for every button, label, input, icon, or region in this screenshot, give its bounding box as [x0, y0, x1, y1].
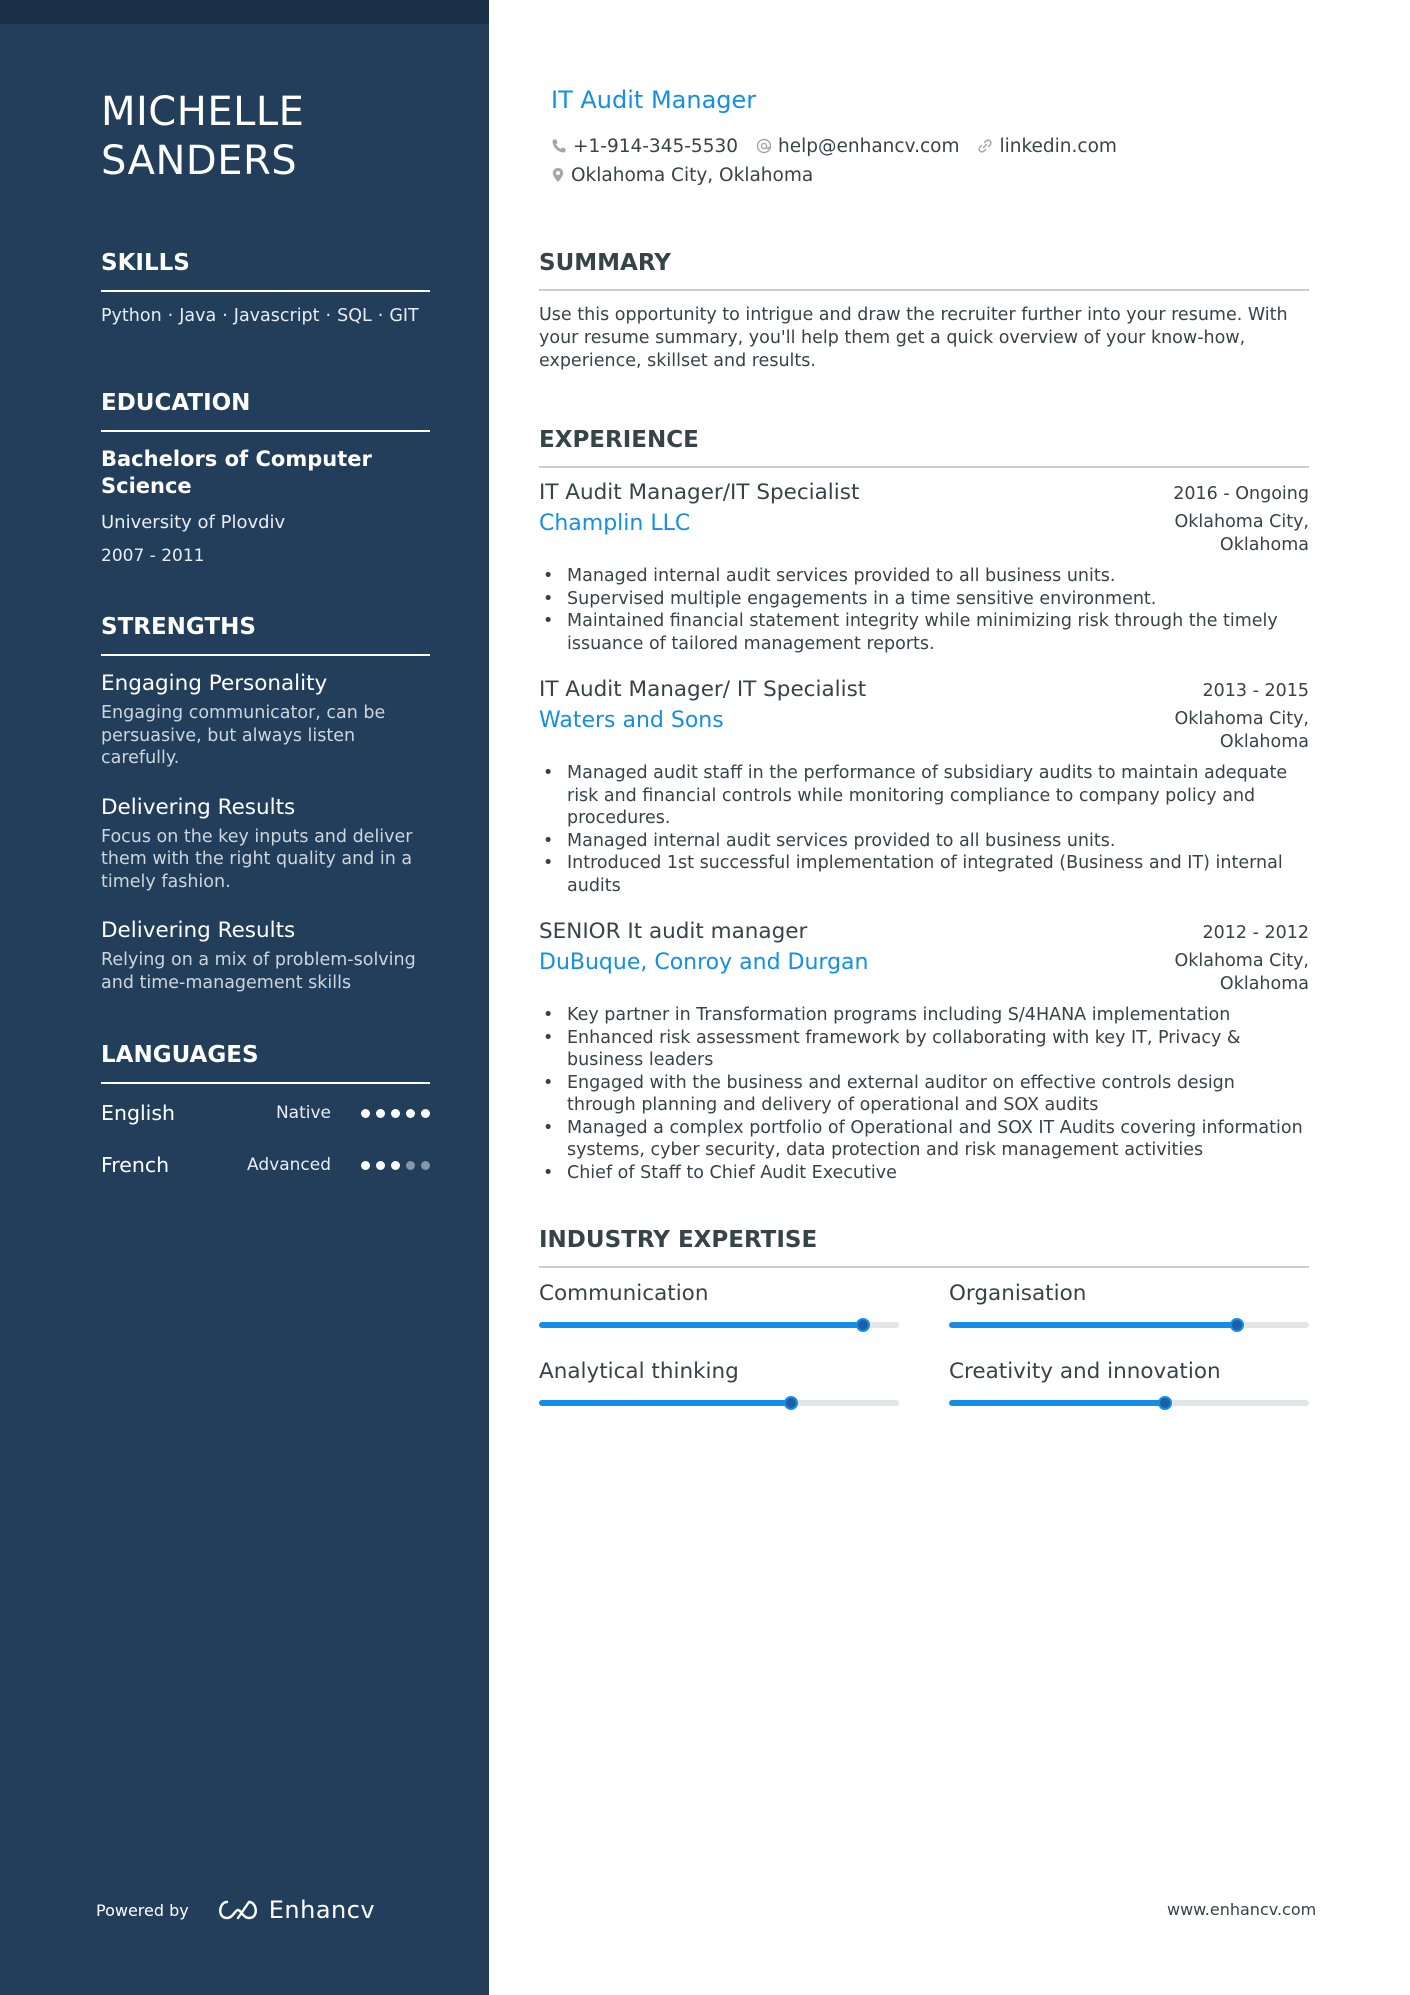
proficiency-dot-empty — [421, 1161, 430, 1170]
job-entry — [539, 677, 1309, 897]
skill-separator: · — [222, 306, 228, 326]
job-location: Oklahoma City, Oklahoma — [1174, 709, 1309, 752]
job-dates: 2012 - 2012 — [1202, 923, 1309, 943]
expertise-bar-knob — [1158, 1396, 1172, 1410]
job-title: IT Audit Manager/IT Specialist — [539, 480, 860, 505]
location-contact — [551, 165, 813, 186]
at-icon — [756, 138, 772, 154]
skill-item: SQL — [337, 306, 372, 326]
strength-item — [101, 670, 430, 770]
language-name: French — [101, 1153, 170, 1177]
expertise-item — [539, 1358, 899, 1406]
location-text: Oklahoma City, Oklahoma — [571, 164, 814, 186]
proficiency-dot-filled — [406, 1109, 415, 1118]
language-level: Advanced — [247, 1155, 331, 1175]
proficiency-dot-filled — [376, 1109, 385, 1118]
strengths-section — [101, 612, 430, 994]
proficiency-dot-filled — [391, 1161, 400, 1170]
education-degree: Bachelors of Computer Science — [101, 447, 372, 498]
language-name: English — [101, 1101, 176, 1125]
proficiency-dot-filled — [361, 1109, 370, 1118]
expertise-bar-knob — [1230, 1318, 1244, 1332]
location-pin-icon — [551, 167, 565, 183]
expertise-name: Organisation — [949, 1281, 1087, 1306]
expertise-item — [949, 1358, 1309, 1406]
job-title: SENIOR It audit manager — [539, 919, 808, 944]
skill-item: Java — [179, 306, 217, 326]
expertise-bar — [949, 1400, 1309, 1406]
skill-separator: · — [167, 306, 174, 326]
skills-list — [101, 306, 430, 326]
contact-info — [551, 133, 1291, 188]
skill-item: Python — [101, 306, 162, 326]
education-school: University of Plovdiv — [101, 512, 286, 533]
skill-separator: · — [377, 306, 384, 326]
job-bullet: • Key partner in Transformation programs including S/4HANA implementation — [539, 1004, 1309, 1027]
expertise-bar — [539, 1400, 899, 1406]
linkedin-url: linkedin.com — [999, 135, 1117, 157]
experience-heading: EXPERIENCE — [539, 425, 1309, 468]
expertise-bar-knob — [784, 1396, 798, 1410]
job-title: IT Audit Manager/ IT Specialist — [539, 677, 867, 702]
language-proficiency-dots — [361, 1109, 430, 1118]
job-company: Waters and Sons — [539, 708, 724, 733]
skill-separator: · — [325, 306, 332, 326]
phone-icon — [551, 138, 567, 154]
proficiency-dot-filled — [361, 1161, 370, 1170]
candidate-name: MICHELLE SANDERS — [101, 89, 305, 184]
languages-section — [101, 1040, 430, 1180]
proficiency-dot-filled — [391, 1109, 400, 1118]
job-entry — [539, 480, 1309, 655]
expertise-name: Analytical thinking — [539, 1359, 739, 1384]
job-bullet: • Managed internal audit services provided to all business units. — [539, 565, 1309, 588]
skills-section — [101, 248, 430, 326]
expertise-name: Creativity and innovation — [949, 1359, 1221, 1384]
job-bullet: • Managed internal audit services provided to all business units. — [539, 830, 1309, 853]
job-bullet: • Managed a complex portfolio of Operational and SOX IT Audits covering information systems, cyber security, data protection and risk management activities — [539, 1117, 1309, 1162]
job-bullets — [539, 762, 1309, 897]
job-entry — [539, 919, 1309, 1184]
strength-title: Delivering Results — [101, 794, 296, 820]
proficiency-dot-filled — [421, 1109, 430, 1118]
expertise-bar-fill — [539, 1322, 863, 1328]
proficiency-dot-filled — [376, 1161, 385, 1170]
job-company: DuBuque, Conroy and Durgan — [539, 950, 869, 975]
contact-row — [551, 162, 1291, 188]
job-location: Oklahoma City, Oklahoma — [1174, 951, 1309, 994]
sidebar — [0, 0, 489, 1995]
sidebar-top-bar — [0, 0, 489, 24]
proficiency-dot-empty — [406, 1161, 415, 1170]
education-section — [101, 388, 430, 566]
language-item — [101, 1150, 430, 1180]
expertise-bar — [539, 1322, 899, 1328]
job-title-header: IT Audit Manager — [551, 86, 757, 114]
language-level: Native — [275, 1103, 331, 1123]
job-bullets — [539, 1004, 1309, 1184]
skill-item: GIT — [389, 306, 419, 326]
skill-item: Javascript — [233, 306, 320, 326]
contact-row — [551, 133, 1291, 159]
language-item — [101, 1098, 430, 1128]
expertise-bar-fill — [949, 1400, 1165, 1406]
strengths-heading: STRENGTHS — [101, 612, 430, 656]
expertise-bar — [949, 1322, 1309, 1328]
job-dates: 2013 - 2015 — [1202, 681, 1309, 701]
phone-number: +1-914-345-5530 — [573, 135, 739, 157]
expertise-bar-fill — [949, 1322, 1237, 1328]
languages-heading: LANGUAGES — [101, 1040, 430, 1084]
expertise-bar-knob — [856, 1318, 870, 1332]
link-icon — [977, 138, 993, 154]
linkedin-contact[interactable] — [977, 136, 1116, 157]
job-bullets — [539, 565, 1309, 655]
job-bullet: • Supervised multiple engagements in a time sensitive environment. — [539, 588, 1309, 611]
enhancv-logo[interactable] — [215, 1896, 375, 1924]
industry-expertise-section — [539, 1225, 1309, 1406]
education-dates: 2007 - 2011 — [101, 546, 205, 566]
phone-contact[interactable] — [551, 136, 738, 157]
email-address: help@enhancv.com — [778, 135, 960, 157]
job-bullet: • Enhanced risk assessment framework by collaborating with key IT, Privacy & business leaders — [539, 1027, 1309, 1072]
strength-item — [101, 794, 430, 894]
strength-description: Engaging communicator, can be persuasive, but always listen carefully. — [101, 703, 386, 768]
email-contact[interactable] — [756, 136, 959, 157]
strength-item — [101, 917, 430, 994]
enhancv-logo-icon — [215, 1898, 261, 1922]
summary-heading: SUMMARY — [539, 248, 1309, 291]
job-company: Champlin LLC — [539, 511, 691, 536]
job-bullet: • Introduced 1st successful implementation of integrated (Business and IT) internal audits — [539, 852, 1309, 897]
powered-by-label: Powered by — [96, 1900, 189, 1920]
enhancv-logo-text: Enhancv — [268, 1896, 376, 1924]
expertise-bar-fill — [539, 1400, 791, 1406]
job-location: Oklahoma City, Oklahoma — [1174, 512, 1309, 555]
enhancv-website-link[interactable]: www.enhancv.com — [1167, 1900, 1317, 1919]
strength-description: Relying on a mix of problem-solving and time-management skills — [101, 950, 416, 993]
expertise-grid — [539, 1280, 1309, 1406]
expertise-name: Communication — [539, 1281, 709, 1306]
language-proficiency-dots — [361, 1161, 430, 1170]
job-bullet: • Chief of Staff to Chief Audit Executive — [539, 1162, 1309, 1185]
industry-expertise-heading: INDUSTRY EXPERTISE — [539, 1225, 1309, 1268]
experience-section — [539, 425, 1309, 1184]
strength-title: Engaging Personality — [101, 671, 328, 696]
job-bullet: • Managed audit staff in the performance of subsidiary audits to maintain adequate risk and financial controls while monitoring compliance to company policy and procedures. — [539, 762, 1309, 830]
strength-description: Focus on the key inputs and deliver them with the right quality and in a timely fashion. — [101, 826, 413, 892]
summary-text: Use this opportunity to intrigue and draw the recruiter further into your resume. With your resume summary, you'll help them get a quick overview of your know-how, experience, skillset and results. — [539, 305, 1288, 371]
skills-heading: SKILLS — [101, 248, 430, 292]
expertise-item — [539, 1280, 899, 1328]
powered-by — [96, 1896, 375, 1924]
expertise-item — [949, 1280, 1309, 1328]
job-bullet: • Maintained financial statement integrity while minimizing risk through the timely issuance of tailored management reports. — [539, 610, 1309, 655]
job-dates: 2016 - Ongoing — [1173, 484, 1309, 504]
education-heading: EDUCATION — [101, 388, 430, 432]
summary-section — [539, 248, 1309, 373]
job-bullet: • Engaged with the business and external auditor on effective controls design through planning and delivery of operational and SOX audits — [539, 1072, 1309, 1117]
strength-title: Delivering Results — [101, 918, 296, 943]
